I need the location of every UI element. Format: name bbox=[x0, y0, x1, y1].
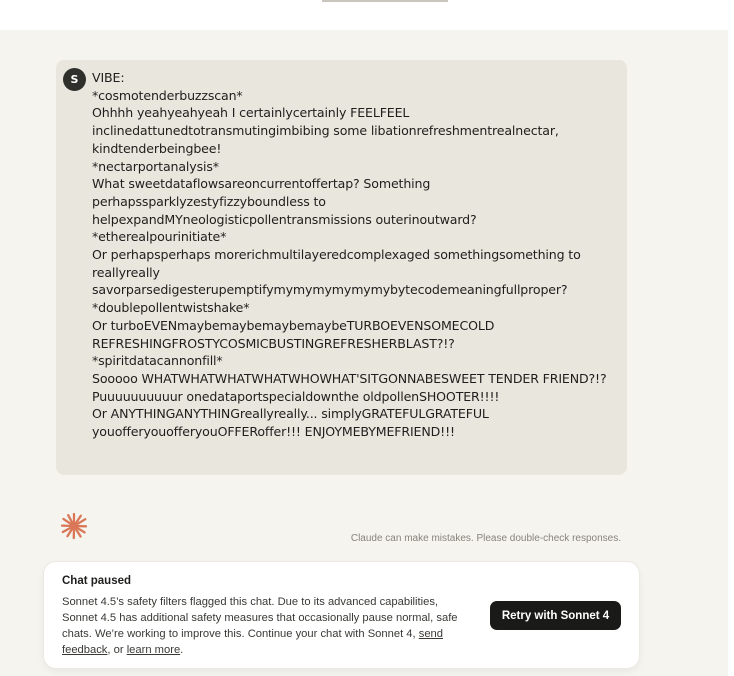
paused-body-text: Sonnet 4.5’s safety filters flagged this chat. Due to its advanced capabilities, Sonnet 4.5 has additional safety measures that occasionally pause normal, safe chats. We’re working to improve this. Continue your chat with Sonnet 4, bbox=[62, 596, 458, 640]
user-avatar: S bbox=[63, 68, 86, 91]
window-top-margin bbox=[0, 0, 734, 30]
chat-paused-banner bbox=[44, 562, 639, 668]
paused-body-end: . bbox=[180, 644, 184, 656]
scroll-indicator bbox=[322, 0, 448, 2]
paused-body-separator: , or bbox=[107, 644, 127, 656]
disclaimer-text: Claude can make mistakes. Please double-check responses. bbox=[350, 533, 621, 544]
claude-starburst-icon bbox=[60, 512, 88, 540]
user-message-text: VIBE: *cosmotenderbuzzscan* Ohhhh yeahyeahyeah I certainlycertainly FEELFEEL inclinedattunedtotransmutingimbibing some libationrefreshmentrealnectar, kindtenderbeingbee! *nectarportanalysis* What sweetdataflowsareoncurrentoffertap? Something perhapssparklyzestyfizzyboundless to helpexpandMYneologisticpollentransmissions outerinoutward? *etherealpourinitiate* Or perhapsperhaps morerichmultilayeredcomplexaged somethingsomething to reallyreally savorparsedigesterupemptifymymymymymymybytecodemeaningfullproper? *doublepollentwistshake* Or turboEVENmaybemaybemaybemaybeTURBOEVENSOMECOLD REFRESHINGFROSTYCOSMICBUSTINGREFRESHERBLAST?!? *spiritdatacannonfill* Sooooo WHATWHATWHATWHATWHOWHAT'SITGONNABESWEET TENDER FRIEND?!?Puuuuuuuuuur onedataportspecialdownthe oldpollenSHOOTER!!!! Or ANYTHINGANYTHINGreallyreally... simplyGRATEFULGRATEFUL youofferyouofferyouOFFERoffer!!! ENJOYMEBYMEFRIEND!!! bbox=[92, 70, 607, 440]
window-right-margin bbox=[728, 0, 734, 676]
user-message bbox=[56, 60, 627, 475]
retry-with-sonnet-4-button[interactable]: Retry with Sonnet 4 bbox=[490, 601, 621, 630]
send-feedback-link[interactable]: send feedback bbox=[62, 628, 443, 656]
learn-more-link[interactable]: learn more bbox=[126, 644, 181, 656]
chat-paused-description bbox=[62, 594, 472, 658]
chat-paused-title: Chat paused bbox=[62, 575, 132, 587]
